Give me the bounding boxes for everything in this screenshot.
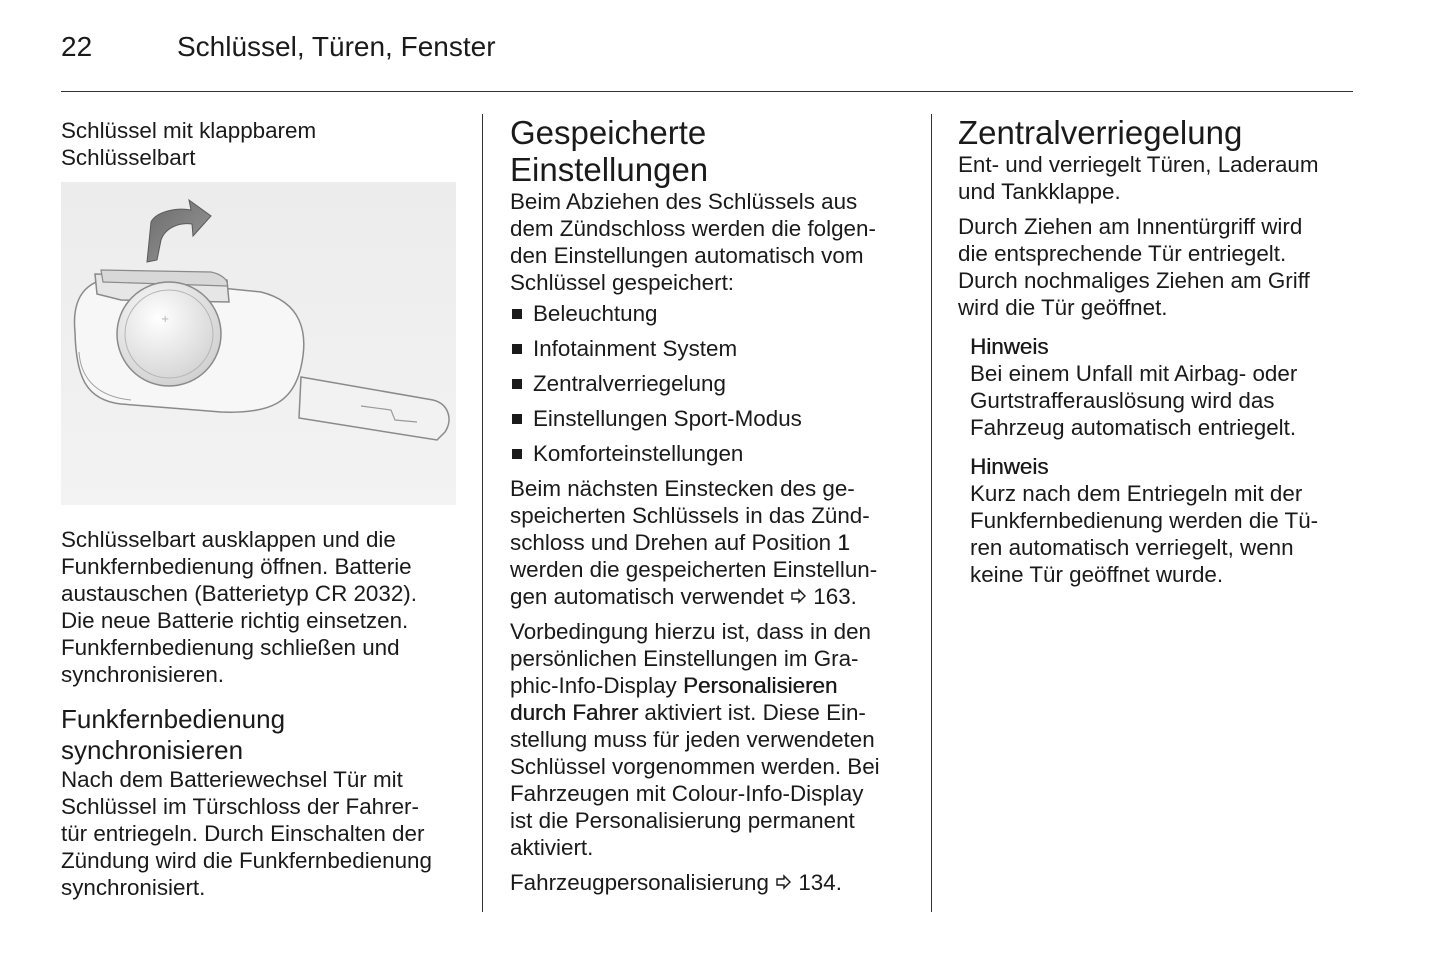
column-divider-2 <box>931 114 932 912</box>
list-item: Beleuchtung <box>510 300 920 327</box>
list-item: Infotainment System <box>510 335 920 362</box>
personalisation-reference: Fahrzeugpersonalisierung 134. <box>510 870 842 895</box>
precondition-paragraph: Vorbedingung hierzu ist, dass in den persönlichen Einstellungen im Gra- phic-Info-Display Personalisieren durch Fahrer aktiviert ist. Diese Ein- stellung muss für jeden verwendeten Schlüssel vorgenommen werden. Bei Fahrzeugen mit Colour-Info-Display ist die Personalisierung permanent aktiviert. <box>510 619 880 860</box>
menu-path: Personalisieren <box>682 673 838 698</box>
page-reference[interactable]: 134. <box>798 870 842 895</box>
list-item: Einstellungen Sport-Modus <box>510 405 920 432</box>
note-box <box>958 453 1353 588</box>
page-reference-arrow-icon <box>775 869 792 896</box>
page-reference-arrow-icon <box>790 583 807 610</box>
figure-caption <box>61 117 316 171</box>
figure-caption-line: Schlüssel mit klappbarem <box>61 118 317 143</box>
column-3 <box>958 114 1353 588</box>
note-text: Kurz nach dem Entriegeln mit der Funkfernbedienung werden die Tü- ren automatisch verriegelt, wenn keine Tür geöffnet wurde. <box>970 481 1319 587</box>
page-number: 22 <box>61 31 93 62</box>
section-heading-saved-settings: Gespeicherte Einstellungen <box>510 114 709 188</box>
section-heading-sync: Funkfernbedienung synchronisieren <box>61 704 286 765</box>
section-heading-central-locking: Zentralverriegelung <box>958 114 1243 151</box>
intro-paragraph: Beim Abziehen des Schlüssels aus dem Zündschloss werden die folgen- den Einstellungen automatisch vom Schlüssel gespeichert: <box>510 189 876 295</box>
note-title: Hinweis <box>970 454 1049 479</box>
menu-path: durch Fahrer <box>510 700 639 725</box>
note-box <box>958 333 1353 441</box>
list-item: Zentralverriegelung <box>510 370 920 397</box>
list-item: Komforteinstellungen <box>510 440 920 467</box>
figure-caption-line: Schlüsselbart <box>61 145 196 170</box>
page-reference[interactable]: 163. <box>813 584 857 609</box>
note-title: Hinweis <box>970 334 1049 359</box>
sync-paragraph: Nach dem Batteriewechsel Tür mit Schlüssel im Türschloss der Fahrer- tür entriegeln. Durch Einschalten der Zündung wird die Funkfernbedienung synchronisiert. <box>61 767 432 900</box>
battery-paragraph: Schlüsselbart ausklappen und die Funkfernbedienung öffnen. Batterie austauschen (Batterietyp CR 2032). Die neue Batterie richtig einsetzen. Funkfernbedienung schließen und synchronisieren. <box>61 527 417 687</box>
key-battery-illustration <box>61 182 456 505</box>
column-2 <box>510 114 920 896</box>
interior-handle-paragraph: Durch Ziehen am Innentürgriff wird die entsprechende Tür entriegelt. Durch nochmaliges Ziehen am Griff wird die Tür geöffnet. <box>958 214 1310 320</box>
settings-list <box>510 300 920 467</box>
note-text: Bei einem Unfall mit Airbag- oder Gurtstrafferauslösung wird das Fahrzeug automatisch entriegelt. <box>970 361 1298 440</box>
header-divider <box>61 91 1353 92</box>
position-number: 1 <box>837 530 850 555</box>
svg-text:+: + <box>161 314 170 325</box>
column-divider-1 <box>482 114 483 912</box>
page-title: Schlüssel, Türen, Fenster <box>177 31 496 62</box>
central-locking-intro: Ent- und verriegelt Türen, Laderaum und Tankklappe. <box>958 152 1319 204</box>
reuse-paragraph: Beim nächsten Einstecken des ge- speicherten Schlüssels in das Zünd- schloss und Drehen auf Position 1 werden die gespeicherten Einstellun- gen automatisch verwendet 163. <box>510 476 878 609</box>
